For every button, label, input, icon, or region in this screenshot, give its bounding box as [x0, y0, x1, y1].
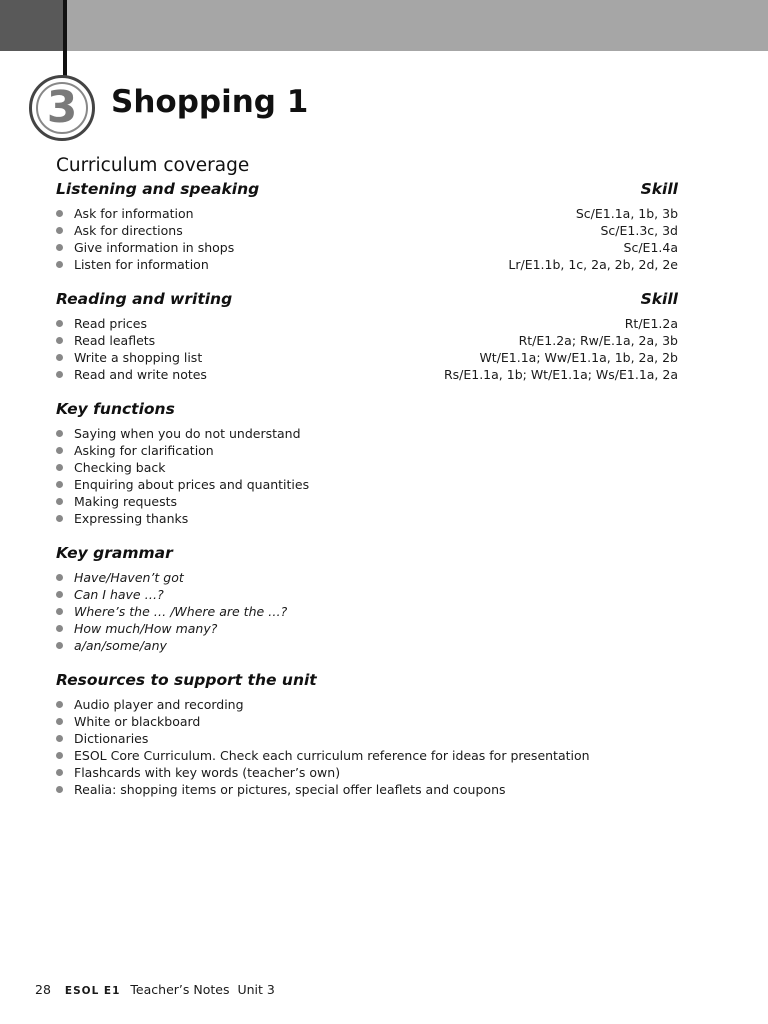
item-text: Enquiring about prices and quantities — [74, 477, 310, 492]
grammar-heading: Key grammar — [56, 544, 173, 562]
item-text: Flashcards with key words (teacher’s own) — [74, 765, 341, 780]
grammar-list — [56, 569, 678, 654]
item-text: Where’s the … /Where are the …? — [74, 604, 288, 619]
bullet-icon — [56, 354, 63, 361]
reading-section — [56, 290, 678, 383]
item-text: Dictionaries — [74, 731, 149, 746]
item-text: Ask for directions — [74, 223, 183, 238]
list-item — [56, 366, 678, 383]
bullet-icon — [56, 591, 63, 598]
bullet-icon — [56, 642, 63, 649]
grammar-heading-row — [56, 544, 678, 562]
bullet-icon — [56, 244, 63, 251]
item-skill: Rt/E1.2a; Rw/E.1a, 2a, 3b — [518, 333, 678, 348]
list-item — [56, 603, 678, 620]
resources-list — [56, 696, 678, 798]
reading-list — [56, 315, 678, 383]
functions-heading: Key functions — [56, 400, 175, 418]
bullet-icon — [56, 320, 63, 327]
bullet-icon — [56, 481, 63, 488]
item-text: Realia: shopping items or pictures, special offer leaflets and coupons — [74, 782, 506, 797]
reading-heading: Reading and writing — [56, 290, 233, 308]
bullet-icon — [56, 735, 63, 742]
list-item — [56, 747, 678, 764]
coverage-heading: Curriculum coverage — [56, 155, 250, 176]
item-text: Read prices — [74, 316, 148, 331]
bullet-icon — [56, 261, 63, 268]
item-text: Give information in shops — [74, 240, 235, 255]
page-number: 28 — [35, 982, 51, 997]
bullet-icon — [56, 608, 63, 615]
list-item — [56, 425, 678, 442]
skill-column-heading: Skill — [640, 290, 678, 308]
item-text: ESOL Core Curriculum. Check each curriculum reference for ideas for presentation — [74, 748, 590, 763]
functions-section — [56, 400, 678, 527]
item-text: Expressing thanks — [74, 511, 189, 526]
item-skill: Rs/E1.1a, 1b; Wt/E1.1a; Ws/E1.1a, 2a — [443, 367, 678, 382]
item-text: Listen for information — [74, 257, 209, 272]
item-text: White or blackboard — [74, 714, 201, 729]
listening-heading-row — [56, 180, 678, 198]
footer-series: ESOL E1 — [64, 985, 121, 997]
list-item — [56, 315, 678, 332]
list-item — [56, 442, 678, 459]
skill-column-heading: Skill — [640, 180, 678, 198]
bullet-icon — [56, 498, 63, 505]
list-item — [56, 730, 678, 747]
item-text: a/an/some/any — [74, 638, 167, 653]
item-text: Read leaflets — [74, 333, 156, 348]
functions-list — [56, 425, 678, 527]
item-text: Can I have …? — [74, 587, 164, 602]
header-rule — [63, 0, 67, 76]
resources-section — [56, 671, 678, 798]
bullet-icon — [56, 625, 63, 632]
list-item — [56, 569, 678, 586]
bullet-icon — [56, 337, 63, 344]
item-text: Audio player and recording — [74, 697, 244, 712]
list-item — [56, 493, 678, 510]
header-corner-block — [0, 0, 65, 51]
item-text: Making requests — [74, 494, 178, 509]
bullet-icon — [56, 786, 63, 793]
unit-number: 3 — [36, 82, 88, 134]
item-text: How much/How many? — [74, 621, 218, 636]
reading-heading-row — [56, 290, 678, 308]
bullet-icon — [56, 701, 63, 708]
bullet-icon — [56, 210, 63, 217]
footer-unit: Unit 3 — [237, 982, 275, 997]
list-item — [56, 637, 678, 654]
item-skill: Lr/E1.1b, 1c, 2a, 2b, 2d, 2e — [508, 257, 678, 272]
list-item — [56, 349, 678, 366]
item-skill: Rt/E1.2a — [624, 316, 678, 331]
item-skill: Sc/E1.3c, 3d — [600, 223, 678, 238]
item-text: Asking for clarification — [74, 443, 214, 458]
bullet-icon — [56, 464, 63, 471]
footer-notes: Teacher’s Notes — [130, 982, 230, 997]
resources-heading-row — [56, 671, 678, 689]
item-skill: Wt/E1.1a; Ww/E1.1a, 1b, 2a, 2b — [479, 350, 678, 365]
list-item — [56, 781, 678, 798]
header-band — [65, 0, 768, 51]
list-item — [56, 332, 678, 349]
bullet-icon — [56, 574, 63, 581]
bullet-icon — [56, 371, 63, 378]
resources-heading: Resources to support the unit — [56, 671, 317, 689]
item-text: Have/Haven’t got — [74, 570, 184, 585]
listening-heading: Listening and speaking — [56, 180, 260, 198]
item-skill: Sc/E1.1a, 1b, 3b — [575, 206, 678, 221]
list-item — [56, 713, 678, 730]
item-text: Saying when you do not understand — [74, 426, 301, 441]
list-item — [56, 459, 678, 476]
bullet-icon — [56, 718, 63, 725]
list-item — [56, 239, 678, 256]
bullet-icon — [56, 227, 63, 234]
item-text: Write a shopping list — [74, 350, 203, 365]
bullet-icon — [56, 752, 63, 759]
page-footer — [35, 982, 275, 997]
listening-list — [56, 205, 678, 273]
bullet-icon — [56, 430, 63, 437]
functions-heading-row — [56, 400, 678, 418]
list-item — [56, 586, 678, 603]
item-text: Ask for information — [74, 206, 194, 221]
unit-title: Shopping 1 — [111, 84, 309, 120]
main-content — [56, 155, 678, 815]
list-item — [56, 256, 678, 273]
grammar-section — [56, 544, 678, 654]
list-item — [56, 764, 678, 781]
unit-number-badge — [29, 75, 95, 141]
item-text: Read and write notes — [74, 367, 207, 382]
list-item — [56, 696, 678, 713]
bullet-icon — [56, 769, 63, 776]
bullet-icon — [56, 447, 63, 454]
list-item — [56, 510, 678, 527]
bullet-icon — [56, 515, 63, 522]
list-item — [56, 620, 678, 637]
listening-section — [56, 180, 678, 273]
list-item — [56, 205, 678, 222]
list-item — [56, 476, 678, 493]
item-text: Checking back — [74, 460, 166, 475]
item-skill: Sc/E1.4a — [623, 240, 678, 255]
list-item — [56, 222, 678, 239]
